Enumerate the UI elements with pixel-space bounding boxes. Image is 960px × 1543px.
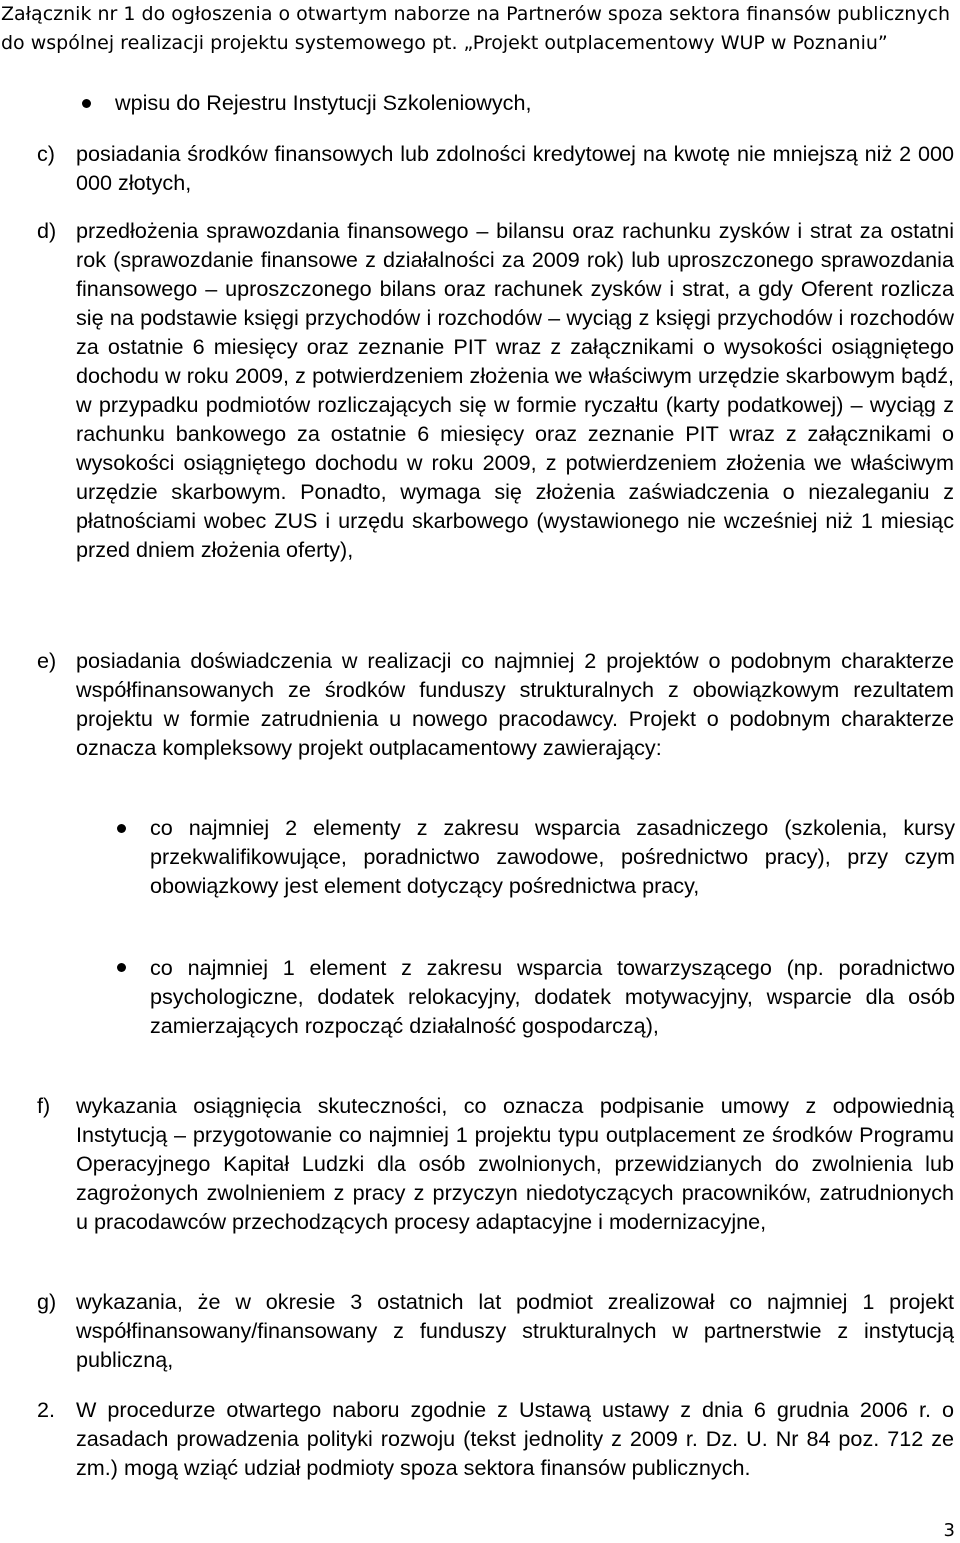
header-line-2: do wspólnej realizacji projektu systemowego pt. „Projekt outplacementowy WUP w Poznaniu” [1,32,888,54]
item-g-text: wykazania, że w okresie 3 ostatnich lat podmiot zrealizował co najmniej 1 projekt współfinansowany/finansowany z funduszy strukturalnych w partnerstwie z instytucją publiczną, [76,1289,954,1372]
bullet-icon [82,99,91,108]
page-header [0,0,960,58]
header-line-1: Załącznik nr 1 do ogłoszenia o otwartym naborze na Partnerów spoza sektora finansów publicznych [1,3,951,25]
bullet-icon [117,824,126,833]
item-e-text: posiadania doświadczenia w realizacji co najmniej 2 projektów o podobnym charakterze współfinansowanych ze środków funduszy strukturalnych z obowiązkowym rezultatem projektu w formie zatrudnienia u nowego pracodawcy. Projekt o podobnym charakterze oznacza kompleksowy projekt outplacamentowy zawierający: [76,648,954,760]
top-bullet-text: wpisu do Rejestru Instytucji Szkoleniowych, [115,90,532,115]
item-c-text: posiadania środków finansowych lub zdolności kredytowej na kwotę nie mniejszą niż 2 000 000 złotych, [76,141,954,195]
item-e-bullet-2: co najmniej 1 element z zakresu wsparcia towarzyszącego (np. poradnictwo psychologiczne, dodatek relokacyjny, dodatek motywacyjny, wsparcie dla osób zamierzających rozpocząć działalność gospodarczą), [150,955,955,1038]
item-e-marker: e) [37,648,57,673]
item-c-marker: c) [37,141,55,166]
item-f-marker: f) [37,1093,51,1118]
item-d-marker: d) [37,218,57,243]
point-2-text: W procedurze otwartego naboru zgodnie z Ustawą ustawy z dnia 6 grudnia 2006 r. o zasadach prowadzenia polityki rozwoju (tekst jednolity z 2009 r. Dz. U. Nr 84 poz. 712 ze zm.) mogą wziąć udział podmioty spoza sektora finansów publicznych. [76,1397,954,1480]
item-g-marker: g) [37,1289,57,1314]
item-d-text: przedłożenia sprawozdania finansowego – bilansu oraz rachunku zysków i strat za ostatni rok (sprawozdanie finansowe z działalności za 2009 rok) lub uproszczonego sprawozdania finansowego – uproszczonego bilans oraz rachunek zysków i strat, a gdy Oferent rozlicza się na podstawie księgi przychodów i rozchodów – wyciąg z księgi przychodów i rozchodów za ostatnie 6 miesięcy oraz zeznanie PIT wraz z załącznikami o wysokości osiągniętego dochodu w roku 2009, z potwierdzeniem złożenia we właściwym urzędzie skarbowym bądź, w przypadku podmiotów rozliczających się w formie ryczałtu (karty podatkowej) – wyciąg z rachunku bankowego za ostatnie 6 miesięcy oraz zeznanie PIT wraz z załącznikami o wysokości osiągniętego dochodu w roku 2009, z potwierdzeniem złożenia we właściwym urzędzie skarbowym. Ponadto, wymaga się złożenia zaświadczenia o niezaleganiu z płatnościami wobec ZUS i urzędu skarbowego (wystawionego nie wcześniej niż 1 miesiąc przed dniem złożenia oferty), [76,218,954,562]
item-f-text: wykazania osiągnięcia skuteczności, co oznacza podpisanie umowy z odpowiednią Instytucją – przygotowanie co najmniej 1 projektu typu outplacement ze środków Programu Operacyjnego Kapitał Ludzki dla osób zwolnionych, przewidzianych do zwolnienia lub zagrożonych zwolnieniem z pracy z przyczyn niedotyczących pracowników, zatrudnionych u pracodawców przechodzących procesy adaptacyjne i modernizacyjne, [76,1093,954,1234]
item-e-bullet-1: co najmniej 2 elementy z zakresu wsparcia zasadniczego (szkolenia, kursy przekwalifikowujące, poradnictwo zawodowe, pośrednictwo pracy), przy czym obowiązkowy jest element dotyczący pośrednictwa pracy, [150,815,955,898]
bullet-icon [117,963,126,972]
point-2-marker: 2. [37,1397,56,1422]
page-number: 3 [943,1520,955,1541]
